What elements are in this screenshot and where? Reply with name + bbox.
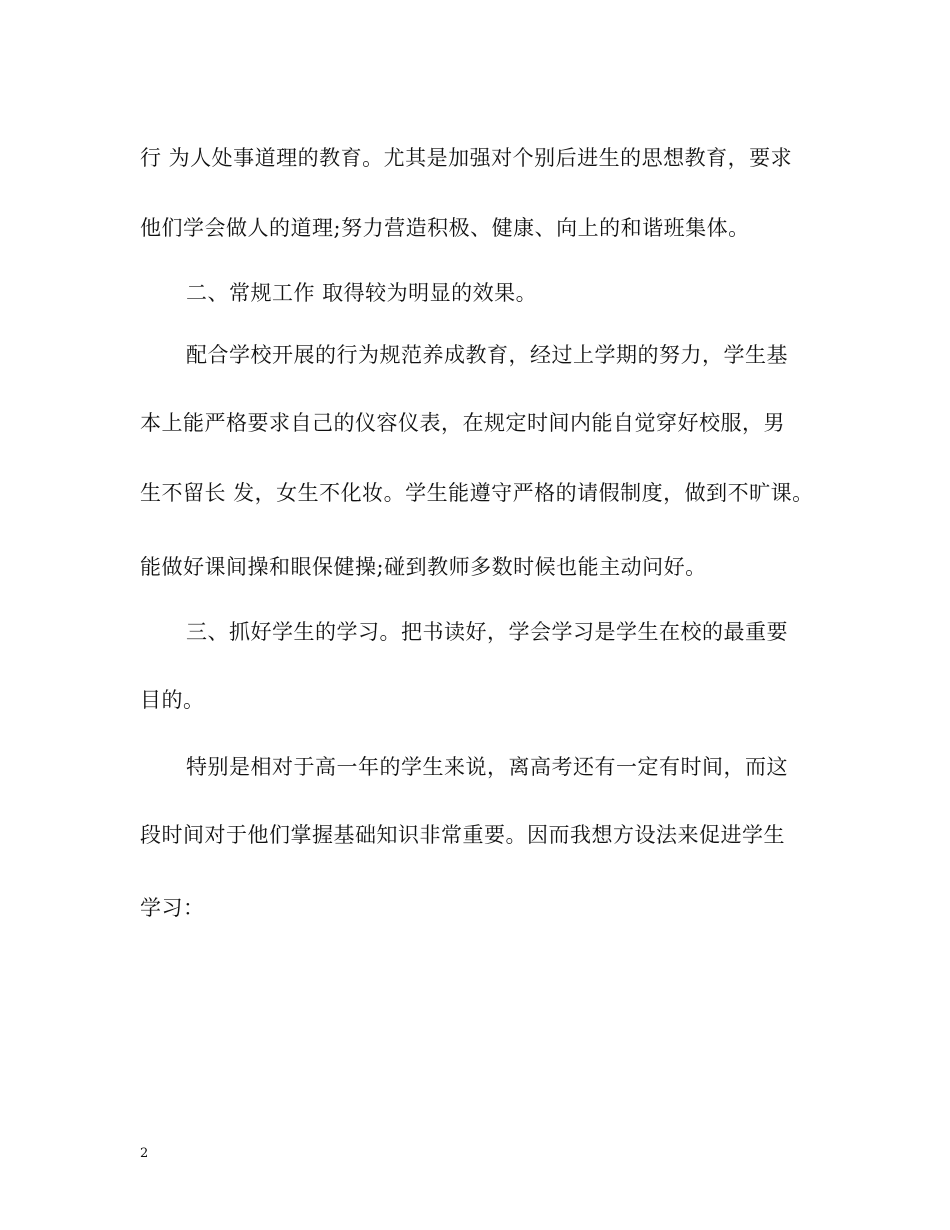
text-line-6: 生不留长 发，女生不化妆。学生能遵守严格的请假制度，做到不旷课。 (140, 481, 814, 505)
text-line-10: 特别是相对于高一年的学生来说，离高考还有一定有时间，而这 (186, 755, 788, 779)
section-heading-3: 三、抓好学生的学习。把书读好，学会学习是学生在校的最重要 (186, 620, 788, 644)
text-line-11: 段时间对于他们掌握基础知识非常重要。因而我想方设法来促进学生 (140, 823, 785, 847)
text-line-4: 配合学校开展的行为规范养成教育，经过上学期的努力，学生基 (186, 343, 788, 367)
text-line-2: 他们学会做人的道理;努力营造积极、健康、向上的和谐班集体。 (140, 216, 750, 240)
text-line-5: 本上能严格要求自己的仪容仪表，在规定时间内能自觉穿好校服，男 (140, 411, 785, 435)
text-line-9: 目的。 (140, 688, 205, 712)
page-number: 2 (140, 1146, 149, 1161)
text-line-7: 能做好课间操和眼保健操;碰到教师多数时候也能主动问好。 (140, 555, 707, 579)
text-line-12: 学习： (140, 896, 205, 920)
section-heading-2: 二、常规工作 取得较为明显的效果。 (186, 281, 538, 305)
text-line-1: 行 为人处事道理的教育。尤其是加强对个别后进生的思想教育，要求 (140, 146, 793, 170)
